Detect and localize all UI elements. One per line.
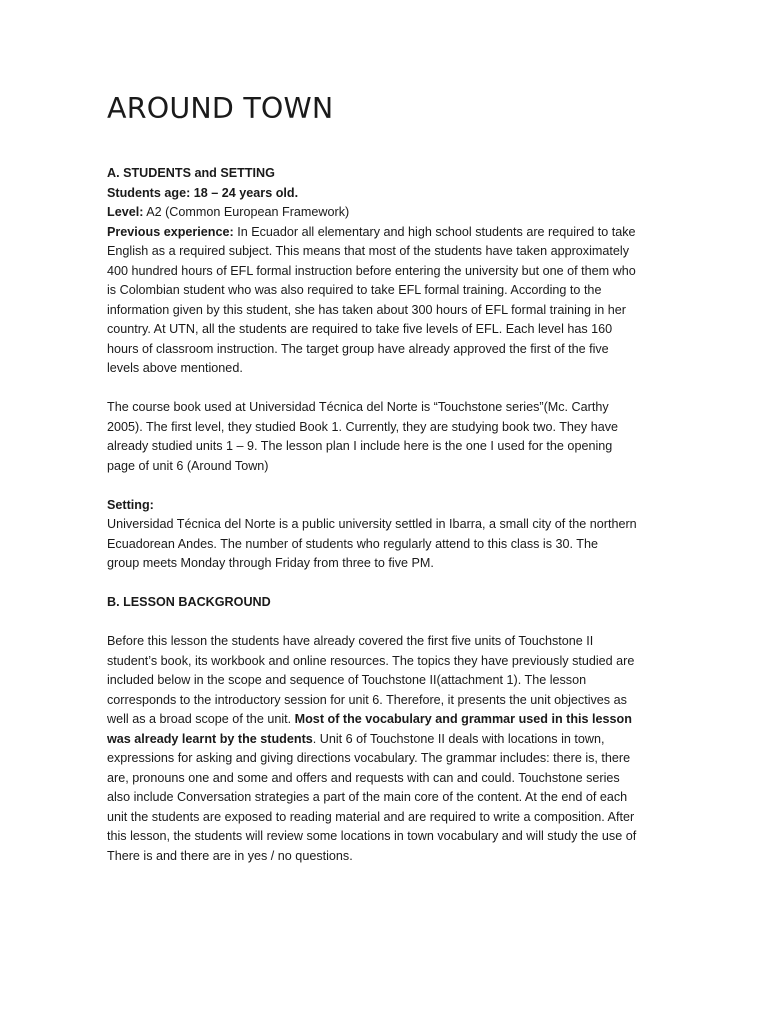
paragraph-spacer xyxy=(107,476,662,496)
paragraph-line: 2005). The first level, they studied Book 1. Currently, they are studying book two. They have xyxy=(107,419,619,434)
page-title: AROUND TOWN xyxy=(107,92,334,125)
paragraph-line: 400 hundred hours of EFL formal instruction before entering the university but one of them who xyxy=(107,263,636,278)
previous-experience-text: In Ecuador all elementary and high school students are required to take xyxy=(233,224,636,239)
level-line xyxy=(107,203,662,223)
section-a-heading: A. STUDENTS and SETTING xyxy=(107,166,275,180)
paragraph-line: expressions for asking and giving directions vocabulary. The grammar includes: there is, there xyxy=(107,751,631,765)
section-b xyxy=(107,574,662,867)
paragraph-line: hours of classroom instruction. The target group have already approved the first of the five xyxy=(107,341,609,356)
document-body xyxy=(107,92,662,866)
emphasis-text: Most of the vocabulary and grammar used in this lesson xyxy=(294,712,632,726)
paragraph-line: Ecuadorean Andes. The number of students who regularly attend to this class is 30. The xyxy=(107,536,598,551)
paragraph-line: this lesson, the students will review some locations in town vocabulary and will study the use of xyxy=(107,829,637,843)
paragraph-line: already studied units 1 – 9. The lesson plan I include here is the one I used for the opening xyxy=(107,439,613,453)
section-a xyxy=(107,164,662,574)
previous-experience-line xyxy=(107,223,662,243)
paragraph-spacer xyxy=(107,574,662,594)
previous-experience-label: Previous experience: xyxy=(107,224,234,239)
paragraph-line: country. At UTN, all the students are required to take five levels of EFL. Each level has 160 xyxy=(107,322,613,336)
paragraph-text: . Unit 6 of Touchstone II deals with locations in town, xyxy=(312,731,605,746)
paragraph-line: group meets Monday through Friday from three to five PM. xyxy=(107,556,434,570)
paragraph-line: levels above mentioned. xyxy=(107,361,243,375)
level-label: Level: xyxy=(107,205,144,219)
paragraph-text: well as a broad scope of the unit. xyxy=(107,712,295,726)
paragraph-line: English as a required subject. This means that most of the students have taken approximately xyxy=(107,244,629,258)
paragraph-line xyxy=(107,730,662,750)
paragraph-line: There is and there are in yes / no questions. xyxy=(107,848,353,863)
paragraph-line: included below in the scope and sequence of Touchstone II(attachment 1). The lesson xyxy=(107,673,587,687)
paragraph-line: is Colombian student who was also required to take EFL formal training. According to the xyxy=(107,283,602,297)
paragraph-line: are, pronouns one and some and offers and requests with can and could. Touchstone series xyxy=(107,770,620,785)
paragraph-line: The course book used at Universidad Técnica del Norte is “Touchstone series”(Mc. Carthy xyxy=(107,400,609,414)
paragraph-line: Universidad Técnica del Norte is a public university settled in Ibarra, a small city of the northern xyxy=(107,517,637,531)
paragraph-line: corresponds to the introductory session for unit 6. Therefore, it presents the unit objectives as xyxy=(107,692,627,707)
paragraph-spacer xyxy=(107,613,662,633)
setting-heading: Setting: xyxy=(107,497,154,512)
paragraph-line: page of unit 6 (Around Town) xyxy=(107,458,269,473)
paragraph-line: unit the students are exposed to reading material and are required to write a composition. After xyxy=(107,809,635,824)
paragraph-spacer xyxy=(107,379,662,399)
paragraph-line xyxy=(107,710,662,730)
emphasis-text: was already learnt by the students xyxy=(107,731,313,746)
paragraph-line: also include Conversation strategies a part of the main core of the content. At the end of each xyxy=(107,790,628,804)
paragraph-line: student’s book, its workbook and online resources. The topics they have previously studied are xyxy=(107,653,635,668)
level-value: A2 (Common European Framework) xyxy=(143,205,350,219)
students-age-line: Students age: 18 – 24 years old. xyxy=(107,185,299,200)
section-b-heading: B. LESSON BACKGROUND xyxy=(107,595,271,609)
paragraph-line: information given by this student, she has taken about 300 hours of EFL formal training in her xyxy=(107,302,626,317)
paragraph-line: Before this lesson the students have already covered the first five units of Touchstone II xyxy=(107,634,594,648)
